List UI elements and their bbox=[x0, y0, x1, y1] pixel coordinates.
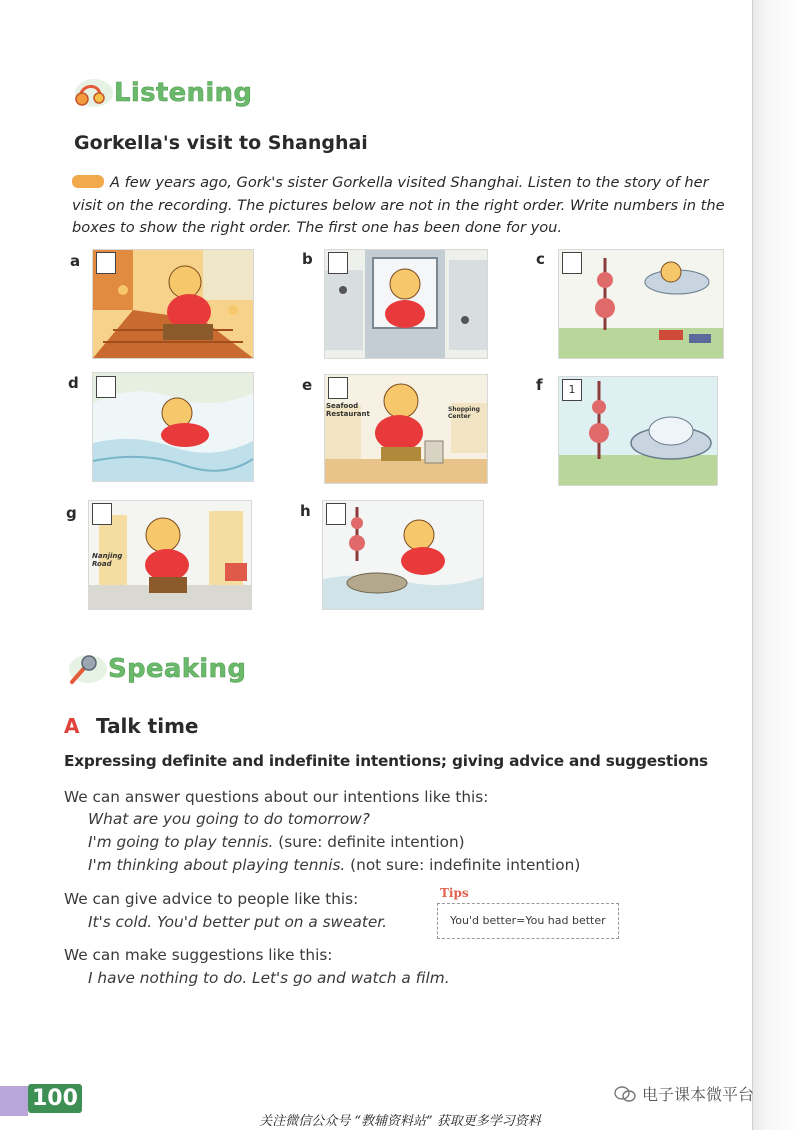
intention-question: What are you going to do tomorrow? bbox=[88, 810, 370, 828]
suggest-intro: We can make suggestions like this: bbox=[64, 946, 333, 964]
picture-c-image bbox=[558, 249, 724, 359]
picture-letter: h bbox=[300, 502, 311, 520]
focus-line: Expressing definite and indefinite intentions; giving advice and suggestions bbox=[64, 752, 708, 770]
speaking-title: Speaking bbox=[108, 654, 247, 684]
wechat-icon bbox=[614, 1086, 636, 1102]
suggest-example: I have nothing to do. Let's go and watch a film. bbox=[88, 969, 450, 987]
part-title: Talk time bbox=[96, 714, 199, 738]
answer-box[interactable] bbox=[328, 252, 348, 274]
microphone-icon bbox=[64, 652, 108, 686]
picture-letter: b bbox=[302, 250, 313, 268]
listening-title: Listening bbox=[114, 78, 253, 108]
picture-letter: a bbox=[70, 252, 81, 270]
headphones-icon bbox=[70, 76, 114, 110]
activity-title: Gorkella's visit to Shanghai bbox=[74, 132, 368, 154]
picture-letter: e bbox=[302, 376, 313, 394]
tips-box: You'd better=You had better bbox=[437, 903, 619, 939]
page-edge bbox=[752, 0, 800, 1130]
restaurant-sign: Seafood Restaurant bbox=[326, 402, 370, 418]
answer-box[interactable] bbox=[328, 377, 348, 399]
intentions-intro: We can answer questions about our intentions like this: bbox=[64, 788, 489, 806]
picture-h-image bbox=[322, 500, 484, 610]
advice-example: It's cold. You'd better put on a sweater. bbox=[88, 913, 388, 931]
picture-f-image bbox=[558, 376, 718, 486]
picture-letter: d bbox=[68, 374, 79, 392]
listening-heading bbox=[70, 76, 252, 110]
footer-note: 关注微信公众号 “教辅资料站” 获取更多学习资料 bbox=[259, 1114, 541, 1129]
picture-letter: g bbox=[66, 504, 77, 522]
answer-box[interactable] bbox=[92, 503, 112, 525]
picture-e-image bbox=[324, 374, 488, 484]
intention-definite: I'm going to play tennis. (sure: definite intention) bbox=[88, 833, 465, 851]
page-number: 100 bbox=[28, 1084, 82, 1113]
picture-d-image bbox=[92, 372, 254, 482]
page-fold-line bbox=[752, 0, 753, 1130]
part-letter: A bbox=[64, 714, 80, 738]
picture-b-image bbox=[324, 249, 488, 359]
speaking-heading bbox=[64, 652, 246, 686]
answer-box[interactable] bbox=[562, 252, 582, 274]
instructions: A few years ago, Gork's sister Gorkella visited Shanghai. Listen to the story of her visit on the recording. The pictures below are not in the right order. Write numbers in the boxes to show the right order. The first one has been done for you. bbox=[72, 174, 725, 236]
picture-letter: f bbox=[536, 376, 543, 394]
picture-letter: c bbox=[536, 250, 545, 268]
picture-a-image bbox=[92, 249, 254, 359]
answer-box[interactable] bbox=[96, 376, 116, 398]
answer-box[interactable] bbox=[96, 252, 116, 274]
intention-indefinite: I'm thinking about playing tennis. (not sure: indefinite intention) bbox=[88, 856, 581, 874]
tips-label: Tips bbox=[440, 886, 469, 900]
answer-box[interactable] bbox=[326, 503, 346, 525]
answer-box[interactable]: 1 bbox=[562, 379, 582, 401]
advice-intro: We can give advice to people like this: bbox=[64, 890, 359, 908]
street-sign: Nanjing Road bbox=[92, 552, 123, 568]
wechat-watermark: 电子课本微平台 bbox=[614, 1082, 754, 1105]
shop-sign: Shopping Center bbox=[448, 406, 480, 420]
audio-marker-icon bbox=[72, 175, 104, 188]
